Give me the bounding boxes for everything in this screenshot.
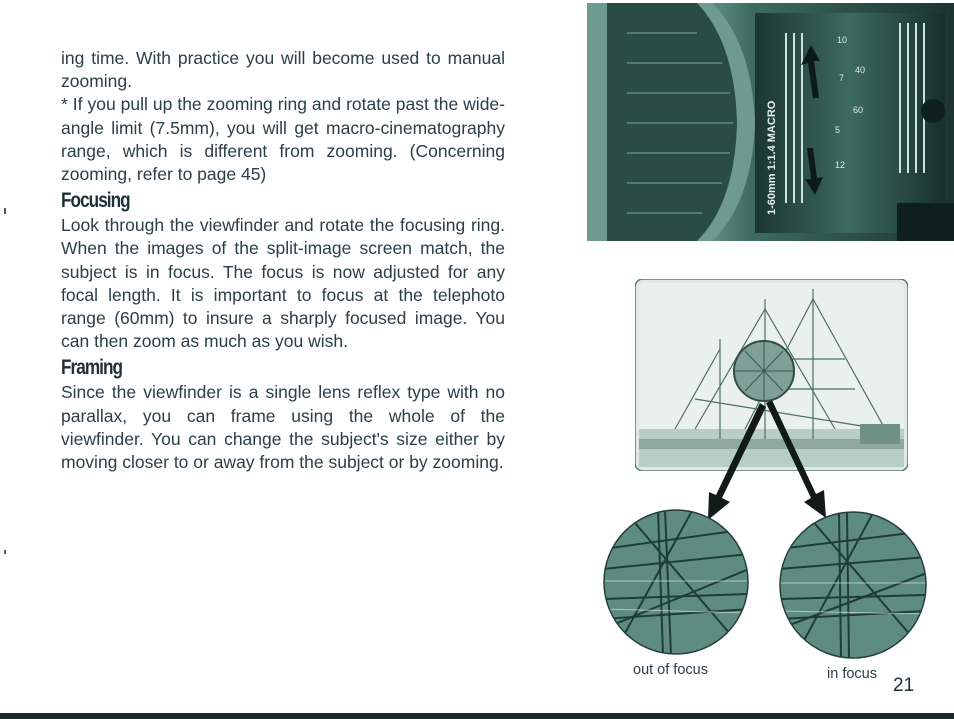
scan-speck [4,550,6,554]
lens-marking: 1-60mm 1:1.4 MACRO [766,100,778,215]
lens-photo [587,3,954,241]
svg-text:12: 12 [835,160,846,170]
bottom-edge [0,713,954,719]
svg-text:7: 7 [839,73,845,83]
caption-out-of-focus: out of focus [633,662,708,678]
svg-text:60: 60 [853,105,864,115]
intro-paragraph: ing time. With practice you will become used to manual zooming. [61,48,505,92]
scan-speck [4,208,6,214]
focusing-paragraph: Look through the viewfinder and rotate the focusing ring. When the images of the split-image screen match, the subject is in focus. The focus is now adjusted for any focal length. It is important to focus at the telephoto range (60mm) to insure a sharply focused image. You can then zoom as much as you wish. [61,215,505,352]
out-of-focus-view [603,509,749,655]
framing-paragraph: Since the viewfinder is a single lens reflex type with no parallax, you can frame using the whole of the viewfinder. You can change the subject's size either by moving closer to or away from the subject or by zooming. [61,382,505,473]
caption-in-focus: in focus [827,666,877,682]
framing-heading: Framing [61,356,123,380]
svg-text:5: 5 [835,125,841,135]
focusing-heading: Focusing [61,189,130,213]
svg-text:10: 10 [837,35,848,45]
svg-text:40: 40 [855,65,866,75]
note-paragraph: * If you pull up the zooming ring and rotate past the wide-angle limit (7.5mm), you will get macro-cinematography range, which is different from zooming. (Concerning zooming, refer to page 45) [61,94,505,185]
page-number: 21 [893,675,915,696]
text-column [61,47,505,474]
in-focus-view [779,511,927,659]
